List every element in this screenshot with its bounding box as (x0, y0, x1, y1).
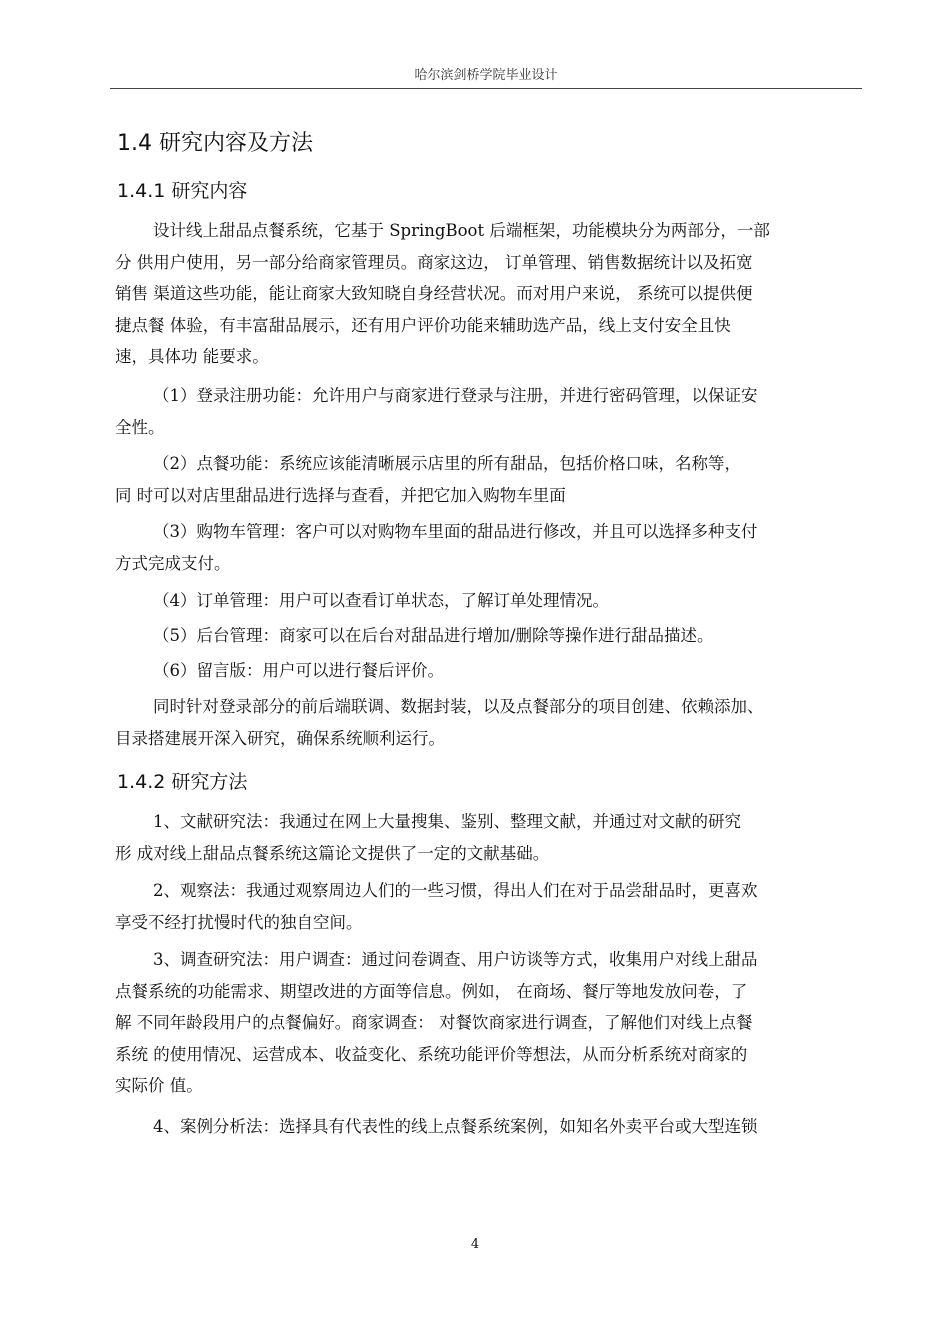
text-line: （4）订单管理：用户可以查看订单状态，了解订单处理情况。 (153, 591, 609, 610)
text-line: 系统 的使用情况、运营成本、收益变化、系统功能评价等想法，从而分析系统对商家的 (115, 1044, 748, 1064)
page-number: 4 (470, 1237, 480, 1252)
method-case-analysis (115, 1111, 859, 1143)
text-line: 1、文献研究法：我通过在网上大量搜集、鉴别、整理文献，并通过对文献的研究 (153, 812, 741, 831)
text-line: 形 成对线上甜品点餐系统这篇论文提供了一定的文献基础。 (115, 843, 550, 863)
text-line: 设计线上甜品点餐系统，它基于 SpringBoot 后端框架，功能模块分为两部分，一部 (153, 221, 770, 240)
text-line: 捷点餐 体验，有丰富甜品展示，还有用户评价功能来辅助选产品，线上支付安全且快 (115, 315, 731, 335)
text-line: 同 时可以对店里甜品进行选择与查看，并把它加入购物车里面 (115, 485, 566, 505)
method-survey (115, 944, 859, 1102)
text-line: 4、案例分析法：选择具有代表性的线上点餐系统案例，如知名外卖平台或大型连锁 (153, 1117, 758, 1136)
text-line: 点餐系统的功能需求、期望改进的方面等信息。例如， 在商场、餐厅等地发放问卷，了 (115, 981, 748, 1001)
text-line: 分 供用户使用，另一部分给商家管理员。商家这边， 订单管理、销售数据统计以及拓宽 (115, 252, 753, 272)
text-line: （2）点餐功能：系统应该能清晰展示店里的所有甜品，包括价格口味，名称等， (153, 454, 741, 473)
text-line: （3）购物车管理：客户可以对购物车里面的甜品进行修改，并且可以选择多种支付 (153, 522, 758, 541)
text-line: 3、调查研究法：用户调查：通过问卷调查、用户访谈等方式，收集用户对线上甜品 (153, 950, 758, 969)
text-line: 速，具体功 能要求。 (115, 347, 269, 366)
header-divider (110, 88, 862, 89)
function-item-orders (115, 585, 859, 617)
text-line: 同时针对登录部分的前后端联调、数据封装，以及点餐部分的项目创建、依赖添加、 (153, 697, 764, 716)
function-item-cart (115, 516, 859, 579)
content-summary-paragraph (115, 691, 859, 754)
text-line: （6）留言版：用户可以进行餐后评价。 (153, 661, 444, 680)
text-line: 方式完成支付。 (115, 553, 231, 573)
function-item-backend (115, 620, 859, 652)
method-observation (115, 875, 859, 938)
text-line: 销售 渠道这些功能，能让商家大致知晓自身经营状况。而对用户来说， 系统可以提供便 (115, 284, 753, 303)
subsection-title-methods: 1.4.2 研究方法 (117, 771, 248, 793)
text-line: （1）登录注册功能：允许用户与商家进行登录与注册，并进行密码管理，以保证安 (153, 386, 758, 405)
text-line: 全性。 (115, 417, 165, 437)
text-line: （5）后台管理：商家可以在后台对甜品进行增加/删除等操作进行甜品描述。 (153, 626, 714, 645)
function-item-login (115, 380, 859, 443)
page-header: 哈尔滨剑桥学院毕业设计 (414, 68, 558, 83)
subsection-title-content: 1.4.1 研究内容 (117, 180, 248, 202)
text-line: 2、观察法：我通过观察周边人们的一些习惯，得出人们在对于品尝甜品时，更喜欢 (153, 881, 758, 900)
text-line: 解 不同年龄段用户的点餐偏好。商家调查： 对餐饮商家进行调查，了解他们对线上点餐 (115, 1013, 753, 1032)
text-line: 享受不经打扰慢时代的独自空间。 (115, 912, 363, 932)
function-item-messages (115, 655, 859, 687)
text-line: 实际价 值。 (115, 1076, 203, 1095)
method-literature (115, 806, 859, 869)
function-item-ordering (115, 448, 859, 511)
content-intro-paragraph (115, 215, 859, 373)
section-title: 1.4 研究内容及方法 (117, 131, 313, 156)
text-line: 目录搭建展开深入研究，确保系统顺利运行。 (115, 728, 445, 748)
